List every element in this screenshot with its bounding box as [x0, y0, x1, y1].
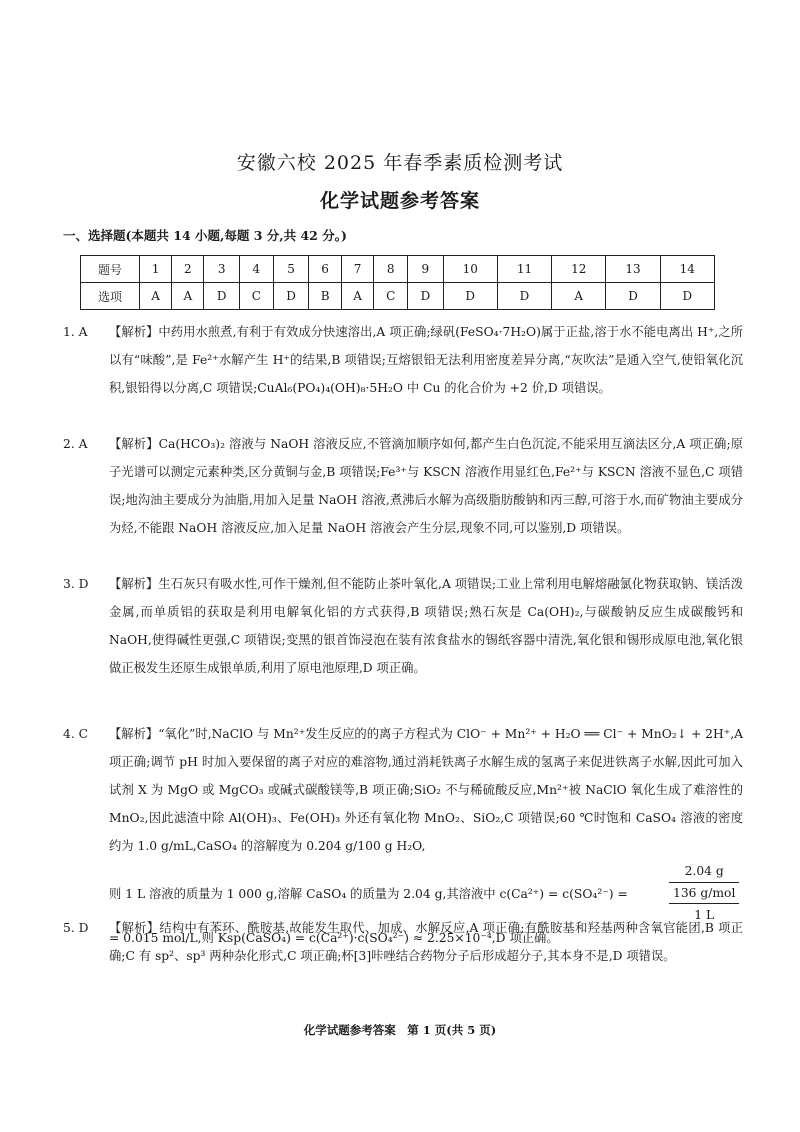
- question-number: 14: [660, 256, 714, 283]
- question-1-explanation: [63, 318, 743, 402]
- question-number-answer: 1. A: [63, 325, 88, 339]
- question-number: 7: [341, 256, 373, 283]
- question-number: 9: [408, 256, 443, 283]
- answer-cell: D: [497, 283, 551, 310]
- answer-cell: A: [172, 283, 204, 310]
- answer-table: [80, 255, 715, 310]
- question-number: 6: [309, 256, 342, 283]
- question-number: 2: [172, 256, 204, 283]
- question-number-answer: 2. A: [63, 437, 88, 451]
- exam-title: 安徽六校 2025 年春季素质检测考试: [236, 152, 564, 174]
- question-number: 13: [606, 256, 660, 283]
- question-2-explanation: [63, 430, 743, 542]
- answer-cell: C: [374, 283, 408, 310]
- question-3-explanation: [63, 570, 743, 682]
- answer-cell: D: [204, 283, 239, 310]
- formula-tail-text: = 0.015 mol/L,则 Ksp(CaSO₄) = c(Ca²⁺)·c(SO₄²⁻) ≈ 2.25×10⁻⁴,D 项正确。: [109, 931, 559, 945]
- question-number-answer: 3. D: [63, 577, 89, 591]
- question-number: 5: [273, 256, 308, 283]
- exam-subtitle: 化学试题参考答案: [319, 190, 480, 212]
- page-footer: 化学试题参考答案 第 1 页(共 5 页): [303, 1023, 497, 1037]
- row-label: 题号: [81, 256, 140, 283]
- answer-cell: D: [408, 283, 443, 310]
- fraction-volume: 1 L: [694, 908, 715, 922]
- fraction-molar-mass: 136 g/mol: [669, 883, 739, 904]
- question-number: 11: [497, 256, 551, 283]
- question-number-answer: 5. D: [63, 921, 89, 935]
- question-number: 8: [374, 256, 408, 283]
- answer-cell: D: [443, 283, 497, 310]
- explanation-text: 【解析】结构中有苯环、酰胺基,故能发生取代、加成、水解反应,A 项正确;有酰胺基和羟基两种含氧官能团,B 项正确;C 有 sp²、sp³ 两种杂化形式,C 项正确;杯[3]咔唑结合药物分子后形成超分子,其本身不是,D 项错误。: [109, 921, 743, 963]
- question-number: 1: [140, 256, 172, 283]
- question-number-answer: 4. C: [63, 727, 89, 741]
- answer-table-number-row: [81, 256, 715, 283]
- answer-table-answer-row: [81, 283, 715, 310]
- answer-cell: B: [309, 283, 342, 310]
- explanation-text: 【解析】“氧化”时,NaClO 与 Mn²⁺发生反应的的离子方程式为 ClO⁻ + Mn²⁺ + H₂O ══ Cl⁻ + MnO₂↓ + 2H⁺,A 项正确;调节 pH 时加入要保留的离子对应的难溶物,通过消耗铁离子水解生成的氢离子来促进铁离子水解,因此可加入试剂 X 为 MgO 或 MgCO₃ 或碱式碳酸镁等,B 项正确;SiO₂ 不与稀硫酸反应,Mn²⁺被 NaClO 氧化生成了难溶性的 MnO₂,因此滤渣中除 Al(OH)₃、Fe(OH)₃ 外还有氧化物 MnO₂、SiO₂,C 项错误;60 ℃时饱和 CaSO₄ 溶液的密度约为 1.0 g/mL,CaSO₄ 的溶解度为 0.204 g/100 g H₂O,: [109, 727, 743, 853]
- fraction-mass: 2.04 g: [669, 860, 739, 883]
- question-number: 12: [552, 256, 606, 283]
- question-number: 3: [204, 256, 239, 283]
- answer-cell: A: [140, 283, 172, 310]
- question-5-explanation: [63, 914, 743, 970]
- question-number: 4: [239, 256, 273, 283]
- explanation-text: 【解析】中药用水煎煮,有利于有效成分快速溶出,A 项正确;绿矾(FeSO₄·7H₂O)属于正盐,溶于水不能电离出 H⁺,之所以有“味酸”,是 Fe²⁺水解产生 H⁺的结果,B 项错误;互熔银铅无法利用密度差异分离,“灰吹法”是通入空气,使铅氧化沉积,银铅得以分离,C 项错误;CuAl₆(PO₄)₄(OH)₈·5H₂O 中 Cu 的化合价为 +2 价,D 项错误。: [109, 325, 743, 395]
- explanation-text: 【解析】Ca(HCO₃)₂ 溶液与 NaOH 溶液反应,不管滴加顺序如何,都产生白色沉淀,不能采用互滴法区分,A 项正确;原子光谱可以测定元素种类,区分黄铜与金,B 项错误;Fe³⁺与 KSCN 溶液作用显红色,Fe²⁺与 KSCN 溶液不显色,C 项错误;地沟油主要成分为油脂,用加入足量 NaOH 溶液,煮沸后水解为高级脂肪酸钠和丙三醇,可溶于水,而矿物油主要成分为烃,不能跟 NaOH 溶液反应,加入足量 NaOH 溶液会产生分层,现象不同,可以鉴别,D 项错误。: [109, 437, 743, 535]
- answer-cell: A: [341, 283, 373, 310]
- question-number: 10: [443, 256, 497, 283]
- answer-cell: A: [552, 283, 606, 310]
- answer-cell: D: [606, 283, 660, 310]
- answer-cell: D: [273, 283, 308, 310]
- formula-lead-text: 则 1 L 溶液的质量为 1 000 g,溶解 CaSO₄ 的质量为 2.04 g,其溶液中 c(Ca²⁺) = c(SO₄²⁻) =: [109, 887, 628, 901]
- section-heading: 一、选择题(本题共 14 小题,每题 3 分,共 42 分。): [63, 228, 347, 243]
- row-label: 选项: [81, 283, 140, 310]
- answer-cell: C: [239, 283, 273, 310]
- explanation-text: 【解析】生石灰只有吸水性,可作干燥剂,但不能防止茶叶氧化,A 项错误;工业上常利用电解熔融氯化物获取钠、镁活泼金属,而单质铝的获取是利用电解氧化铝的方式获得,B 项错误;熟石灰是 Ca(OH)₂,与碳酸钠反应生成碳酸钙和 NaOH,使得碱性更强,C 项错误;变黑的银首饰浸泡在装有浓食盐水的锡纸容器中清洗,氧化银和锡形成原电池,氧化银做正极发生还原生成银单质,利用了原电池原理,D 项正确。: [109, 577, 743, 675]
- answer-cell: D: [660, 283, 714, 310]
